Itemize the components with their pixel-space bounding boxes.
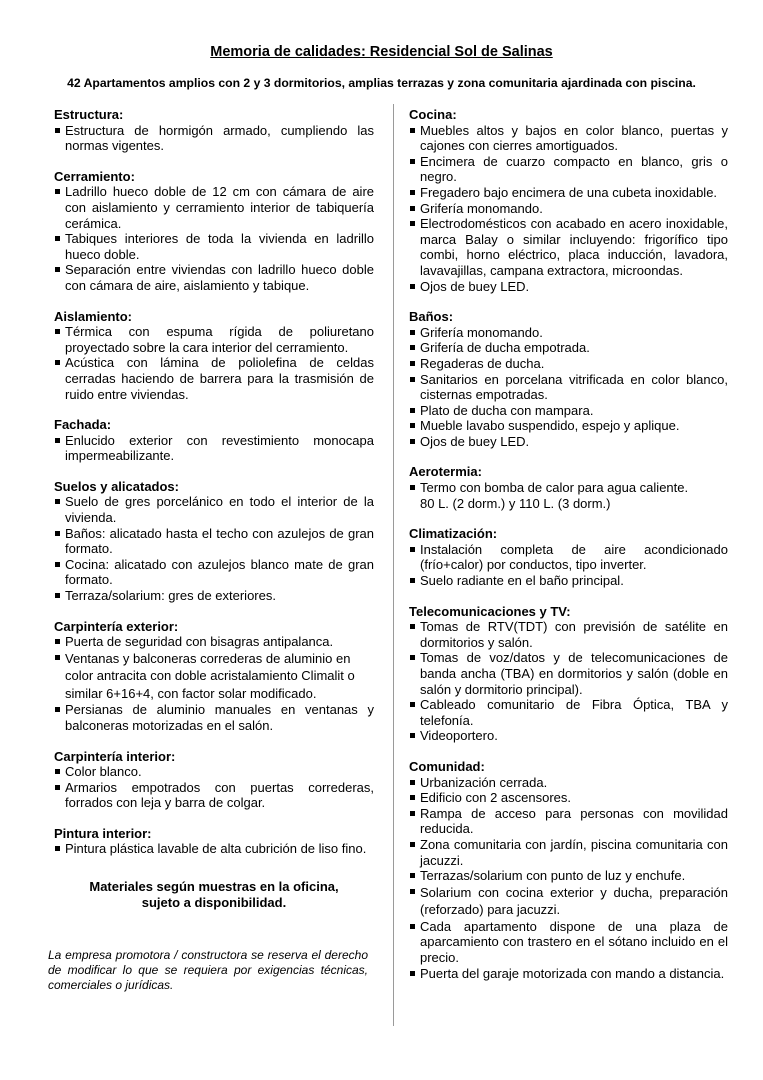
section-cocina: [409, 107, 728, 294]
list-item: Grifería monomando.: [409, 201, 728, 217]
list-item: Zona comunitaria con jardín, piscina comunitaria con jacuzzi.: [409, 837, 728, 868]
section-pintura: [54, 826, 374, 857]
list-item: Solarium con cocina exterior y ducha, preparación (reforzado) para jacuzzi.: [409, 884, 728, 919]
list-item: Rampa de acceso para personas con movilidad reducida.: [409, 806, 728, 837]
list-item: Estructura de hormigón armado, cumpliendo las normas vigentes.: [54, 123, 374, 154]
section-heading: Baños:: [409, 309, 454, 325]
list-item: Ojos de buey LED.: [409, 279, 728, 295]
list-item: Terrazas/solarium con punto de luz y enchufe.: [409, 868, 728, 884]
list-item: Suelo de gres porcelánico en todo el interior de la vivienda.: [54, 494, 374, 525]
section-heading: Aerotermia:: [409, 464, 482, 480]
materials-note-line: Materiales según muestras en la oficina,: [89, 879, 339, 895]
list-item: Armarios empotrados con puertas correderas, forrados con leja y barra de colgar.: [54, 780, 374, 811]
list-item: Ojos de buey LED.: [409, 434, 728, 450]
section-heading: Carpintería exterior:: [54, 618, 179, 634]
list-item: Encimera de cuarzo compacto en blanco, gris o negro.: [409, 154, 728, 185]
section-comunidad: [409, 759, 728, 981]
list-item: Cocina: alicatado con azulejos blanco mate de gran formato.: [54, 557, 374, 588]
section-telecomunicaciones: [409, 604, 728, 744]
list-item: Edificio con 2 ascensores.: [409, 790, 728, 806]
section-aerotermia: [409, 464, 728, 511]
list-item: Separación entre viviendas con ladrillo hueco doble con cámara de aire, aislamiento y tabique.: [54, 262, 374, 293]
section-aislamiento: [54, 309, 374, 403]
section-carpinteria-exterior: [54, 619, 374, 734]
list-item: Grifería monomando.: [409, 325, 728, 341]
list-item: Enlucido exterior con revestimiento monocapa impermeabilizante.: [54, 433, 374, 464]
section-banos: [409, 309, 728, 449]
materials-note: [54, 879, 374, 910]
right-column: [409, 107, 728, 996]
list-item: Cableado comunitario de Fibra Óptica, TBA y telefonía.: [409, 697, 728, 728]
list-item: Electrodomésticos con acabado en acero inoxidable, marca Balay o similar incluyendo: frigorífico tipo combi, horno eléctrico, placa inducción, lavadora, lavavajillas, campana extractora, microondas.: [409, 216, 728, 278]
section-heading: Comunidad:: [409, 758, 485, 774]
section-heading: Suelos y alicatados:: [54, 478, 179, 494]
list-item: Videoportero.: [409, 728, 728, 744]
list-item: Urbanización cerrada.: [409, 775, 728, 791]
list-item: Cada apartamento dispone de una plaza de aparcamiento con trastero en el sótano incluido en el precio.: [409, 919, 728, 966]
section-heading: Cocina:: [409, 107, 457, 122]
list-item: Muebles altos y bajos en color blanco, puertas y cajones con cierres amortiguados.: [409, 123, 728, 154]
list-item: Pintura plástica lavable de alta cubrición de liso fino.: [54, 841, 374, 857]
materials-note-line: sujeto a disponibilidad.: [141, 894, 287, 910]
list-item: Tabiques interiores de toda la vivienda en ladrillo hueco doble.: [54, 231, 374, 262]
list-item: Térmica con espuma rígida de poliuretano proyectado sobre la cara interior del cerramiento.: [54, 324, 374, 355]
list-item: Acústica con lámina de poliolefina de celdas cerradas haciendo de barrera para la trasmisión de ruido entre viviendas.: [54, 355, 374, 402]
disclaimer: La empresa promotora / constructora se reserva el derecho de modificar lo que se requiera por exigencias técnicas, comerciales o jurídicas.: [48, 948, 368, 993]
document-title: Memoria de calidades: Residencial Sol de Salinas: [210, 44, 553, 60]
section-climatizacion: [409, 526, 728, 588]
list-item: Color blanco.: [54, 764, 374, 780]
section-heading: Climatización:: [409, 526, 498, 542]
column-divider: [393, 104, 394, 1026]
document-subtitle: 42 Apartamentos amplios con 2 y 3 dormitorios, amplias terrazas y zona comunitaria ajardinada con piscina.: [67, 76, 696, 90]
section-heading: Cerramiento:: [54, 168, 135, 184]
section-heading: Aislamiento:: [54, 308, 133, 324]
list-item: Sanitarios en porcelana vitrificada en color blanco, cisternas empotradas.: [409, 372, 728, 403]
list-item: Suelo radiante en el baño principal.: [409, 573, 728, 589]
list-item: Instalación completa de aire acondicionado (frío+calor) por conductos, tipo inverter.: [409, 542, 728, 573]
list-item: Fregadero bajo encimera de una cubeta inoxidable.: [409, 185, 728, 201]
section-fachada: [54, 417, 374, 464]
list-item: Tomas de voz/datos y de telecomunicaciones de banda ancha (TBA) en dormitorios y salón (doble en salón y dormitorio principal).: [409, 650, 728, 697]
left-column: [48, 107, 374, 993]
list-item: Persianas de aluminio manuales en ventanas y balconeras motorizadas en el salón.: [54, 702, 374, 733]
list-item: Puerta del garaje motorizada con mando a distancia.: [409, 966, 728, 982]
list-item: Baños: alicatado hasta el techo con azulejos de gran formato.: [54, 526, 374, 557]
section-carpinteria-interior: [54, 749, 374, 811]
section-cerramiento: [54, 169, 374, 294]
list-item: Regaderas de ducha.: [409, 356, 728, 372]
list-item: Mueble lavabo suspendido, espejo y aplique.: [409, 418, 728, 434]
section-heading: Pintura interior:: [54, 825, 152, 841]
list-item: Ventanas y balconeras correderas de aluminio en color antracita con doble acristalamiento Climalit o similar 6+16+4, con factor solar modificado.: [54, 650, 374, 703]
list-item: Ladrillo hueco doble de 12 cm con cámara de aire con aislamiento y cerramiento interior de tabiquería cerámica.: [54, 184, 374, 231]
section-suelos: [54, 479, 374, 604]
list-item: Puerta de seguridad con bisagras antipalanca.: [54, 634, 374, 650]
list-item: Grifería de ducha empotrada.: [409, 340, 728, 356]
list-item: Termo con bomba de calor para agua caliente.: [409, 480, 728, 496]
list-item: 80 L. (2 dorm.) y 110 L. (3 dorm.): [420, 495, 611, 511]
list-item: Tomas de RTV(TDT) con previsión de satélite en dormitorios y salón.: [409, 619, 728, 650]
section-heading: Carpintería interior:: [54, 748, 176, 764]
list-item: Plato de ducha con mampara.: [409, 403, 728, 419]
section-estructura: [54, 107, 374, 154]
section-heading: Telecomunicaciones y TV:: [409, 603, 571, 619]
list-item: Terraza/solarium: gres de exteriores.: [54, 588, 374, 604]
section-heading: Fachada:: [54, 417, 112, 433]
section-heading: Estructura:: [54, 107, 124, 122]
